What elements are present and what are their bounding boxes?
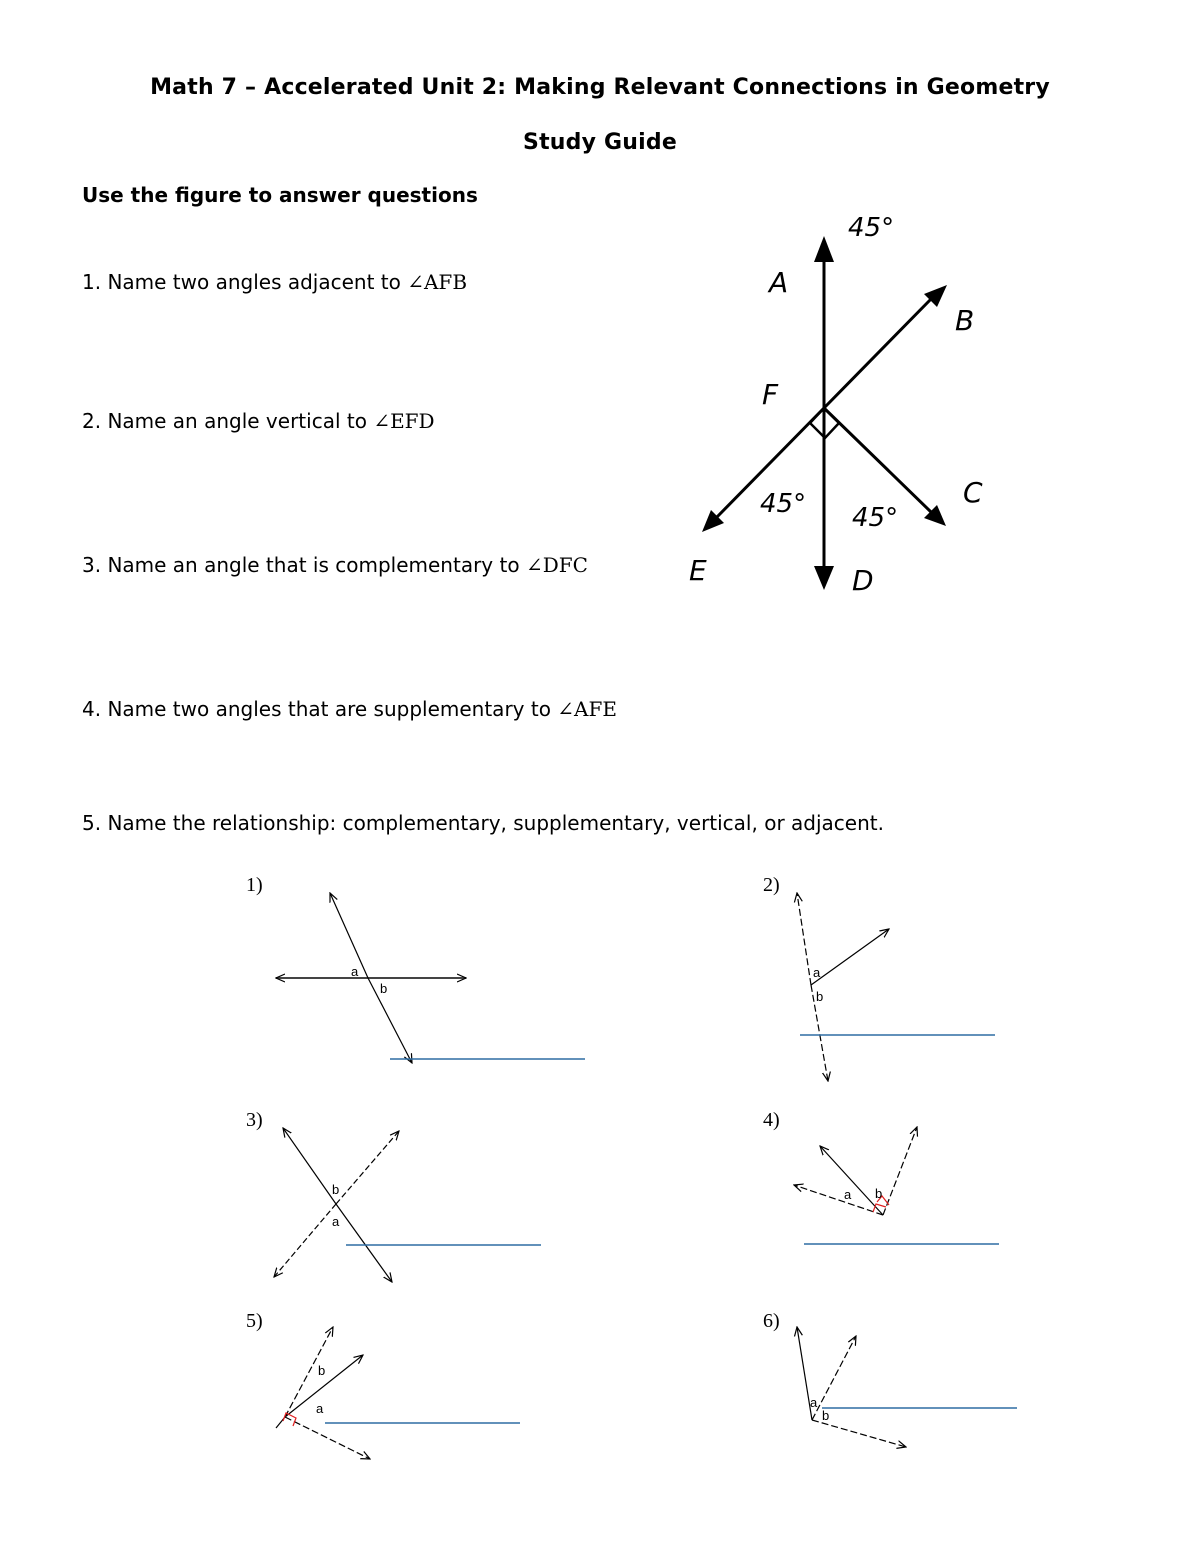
label-a: A xyxy=(769,266,789,299)
problem-4-label: 4) xyxy=(763,1109,780,1131)
problem-3-angle-a: a xyxy=(332,1214,340,1229)
problem-1-angle-a: a xyxy=(351,964,359,979)
problem-5-angle-b: b xyxy=(318,1363,326,1378)
problem-4-angle-b: b xyxy=(875,1186,883,1201)
angle-label-bottom-left: 45° xyxy=(760,489,807,519)
question-1: 1. Name two angles adjacent to ∠AFB xyxy=(82,270,468,294)
label-f: F xyxy=(762,378,779,411)
question-5: 5. Name the relationship: complementary, supplementary, vertical, or adjacent. xyxy=(82,811,884,835)
problem-1-label: 1) xyxy=(246,874,263,896)
question-4: 4. Name two angles that are supplementary to ∠AFE xyxy=(82,697,617,721)
problem-6-label: 6) xyxy=(763,1310,780,1332)
label-d: D xyxy=(852,564,874,597)
label-c: C xyxy=(963,476,983,509)
problem-1-figure xyxy=(276,893,585,1063)
page-title: Math 7 – Accelerated Unit 2: Making Relevant Connections in Geometry xyxy=(150,75,1050,100)
problem-2-angle-b: b xyxy=(816,989,824,1004)
question-2: 2. Name an angle vertical to ∠EFD xyxy=(82,409,435,433)
angle-label-top: 45° xyxy=(848,213,895,243)
angle-ref: ∠AFE xyxy=(557,697,617,721)
page-subtitle: Study Guide xyxy=(523,130,677,155)
problem-3-angle-b: b xyxy=(332,1182,340,1197)
angle-ref: ∠AFB xyxy=(407,270,468,294)
problem-3-label: 3) xyxy=(246,1109,263,1131)
problem-6-angle-b: b xyxy=(822,1408,830,1423)
problem-5-angle-a: a xyxy=(316,1401,324,1416)
question-3: 3. Name an angle that is complementary to ∠DFC xyxy=(82,553,588,577)
label-e: E xyxy=(689,554,707,587)
problem-6-figure xyxy=(797,1327,1017,1447)
problem-2-label: 2) xyxy=(763,874,780,896)
angle-ref: ∠DFC xyxy=(525,553,588,577)
problem-2-figure xyxy=(797,893,995,1081)
problem-5-label: 5) xyxy=(246,1310,263,1332)
problem-3-figure xyxy=(274,1128,541,1282)
problem-6-angle-a: a xyxy=(810,1395,818,1410)
problem-4-figure xyxy=(794,1127,999,1244)
instructions: Use the figure to answer questions xyxy=(82,183,478,207)
angle-ref: ∠EFD xyxy=(373,409,435,433)
problem-4-angle-a: a xyxy=(844,1187,852,1202)
problem-1-angle-b: b xyxy=(380,981,388,996)
angle-label-bottom-right: 45° xyxy=(852,503,899,533)
label-b: B xyxy=(955,304,975,337)
problem-5-figure xyxy=(276,1327,520,1459)
problem-2-angle-a: a xyxy=(813,965,821,980)
